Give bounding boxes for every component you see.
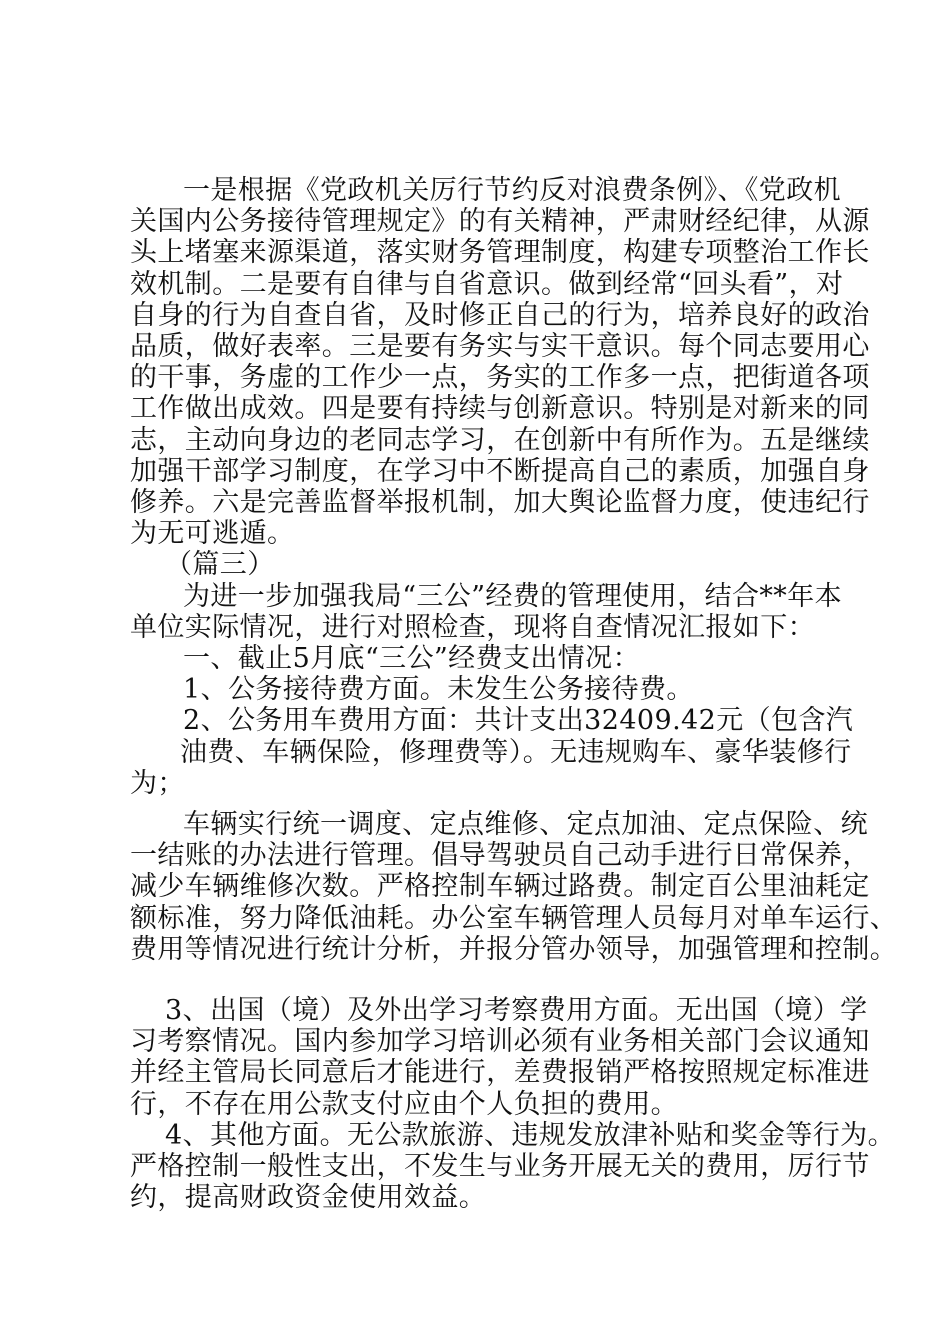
paragraph-line: 车辆实行统一调度、定点维修、定点加油、定点保险、统: [183, 809, 868, 840]
paragraph-line: 约，提高财政资金使用效益。: [130, 1182, 487, 1213]
paragraph-line: 习考察情况。国内参加学习培训必须有业务相关部门会议通知: [130, 1026, 870, 1057]
paragraph-line: 4、其他方面。无公款旅游、违规发放津补贴和奖金等行为。: [165, 1120, 895, 1151]
paragraph-line: 额标准，努力降低油耗。办公室车辆管理人员每月对单车运行、: [130, 903, 898, 934]
paragraph-line: 严格控制一般性支出，不发生与业务开展无关的费用，厉行节: [130, 1151, 870, 1182]
paragraph-line: 2、公务用车费用方面：共计支出32409.42元（包含汽: [183, 705, 854, 736]
paragraph-line: 油费、车辆保险，修理费等）。无违规购车、豪华装修行: [180, 737, 852, 768]
paragraph-line: 关国内公务接待管理规定》的有关精神，严肃财经纪律，从源: [130, 206, 870, 237]
paragraph-line: 一、截止5月底“三公”经费支出情况：: [183, 643, 640, 674]
paragraph-line: 为进一步加强我局“三公”经费的管理使用，结合**年本: [183, 581, 843, 612]
paragraph-line: 效机制。二是要有自律与自省意识。做到经常“回头看”，对: [130, 269, 844, 300]
paragraph-line: 品质，做好表率。三是要有务实与实干意识。每个同志要用心: [130, 331, 870, 362]
paragraph-line: 单位实际情况，进行对照检查，现将自查情况汇报如下：: [130, 612, 815, 643]
paragraph-line: 工作做出成效。四是要有持续与创新意识。特别是对新来的同: [130, 393, 870, 424]
section-heading: （篇三）: [165, 549, 275, 580]
paragraph-line: 1、公务接待费方面。未发生公务接待费。: [183, 674, 694, 705]
paragraph-line: 自身的行为自查自省，及时修正自己的行为，培养良好的政治: [130, 300, 870, 331]
paragraph-line: 并经主管局长同意后才能进行，差费报销严格按照规定标准进: [130, 1057, 870, 1088]
paragraph-line: 行，不存在用公款支付应由个人负担的费用。: [130, 1089, 678, 1120]
paragraph-line: 的干事，务虚的工作少一点，务实的工作多一点，把街道各项: [130, 362, 870, 393]
paragraph-line: 为；: [130, 768, 185, 799]
paragraph-line: 为无可逃遁。: [130, 518, 295, 549]
paragraph-line: 头上堵塞来源渠道，落实财务管理制度，构建专项整治工作长: [130, 237, 870, 268]
paragraph-line: 减少车辆维修次数。严格控制车辆过路费。制定百公里油耗定: [130, 871, 870, 902]
paragraph-line: 费用等情况进行统计分析，并报分管办领导，加强管理和控制。: [130, 934, 898, 965]
paragraph-line: 加强干部学习制度，在学习中不断提高自己的素质，加强自身: [130, 456, 870, 487]
paragraph-line: 修养。六是完善监督举报机制，加大舆论监督力度，使违纪行: [130, 487, 870, 518]
paragraph-line: 志，主动向身边的老同志学习，在创新中有所作为。五是继续: [130, 425, 870, 456]
paragraph-line: 一是根据《党政机关厉行节约反对浪费条例》、《党政机: [183, 175, 841, 206]
paragraph-line: 一结账的办法进行管理。倡导驾驶员自己动手进行日常保养，: [130, 840, 870, 871]
paragraph-line: 3、出国（境）及外出学习考察费用方面。无出国（境）学: [165, 995, 868, 1026]
